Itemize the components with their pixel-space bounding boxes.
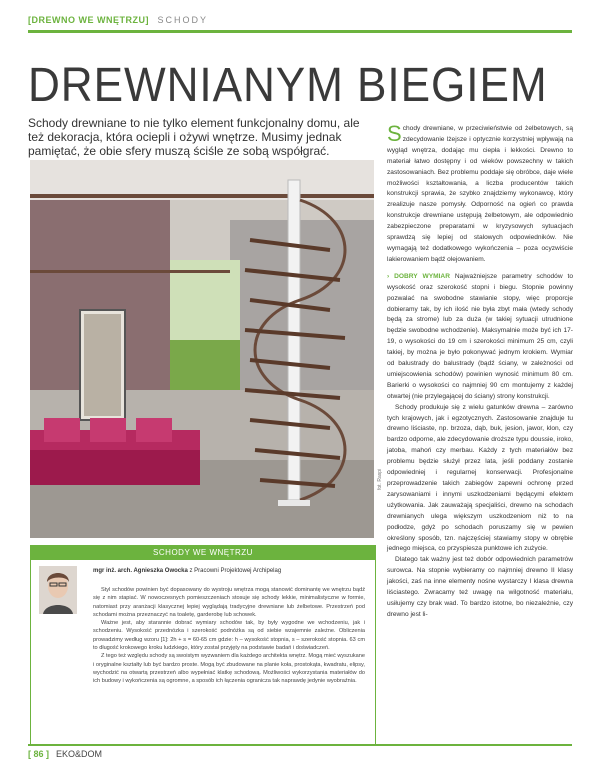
- paragraph: Dlatego tak ważny jest też dobór odpowiednich parametrów surowca. Na stopnie wybieramy co najmniej drewno II klasy jakości, zaś na inne elementy nośne wystarczy I klasa drewna liściastego. Zwracamy też uwagę na wilgotność materiału, usiłujemy czy brak wad. To bardzo istotne, bo niezależnie, czy drewno jest li-: [387, 556, 573, 618]
- magazine-name: EKO&DOM: [56, 749, 103, 759]
- staircase-photo: [30, 160, 374, 538]
- dropcap: S: [387, 121, 402, 146]
- article-lead: Schody drewniane to nie tylko element funkcjonalny domu, ale też dekoracja, która ociepli i ożywi wnętrze. Musimy jednak pamiętać, że obie sfery muszą ściśle ze sobą współgrać.: [28, 116, 360, 158]
- paragraph: Z tego też względu schody są swoistym wyzwaniem dla każdego architekta wnętrz. Mogą mieć wyszukane i oryginalne kształty lub być bardzo proste. Mogą być zbudowane na planie koła, prostokąta, kwadratu, elipsy, wychodzić na otwartą przestrzeń albo wypełniać klatkę schodową. Możliwości wykorzystania materiałów do ich budowy i wykończenia są ogromne, a sposób ich łączenia ogranicza tak naprawdę jedynie wyobraźnia.: [93, 653, 365, 685]
- section-label: [DREWNO WE WNĘTRZU]: [28, 15, 149, 25]
- article-body: [387, 121, 574, 621]
- photo-credit: fot. Raspi: [377, 468, 383, 490]
- sidebar-box: [30, 545, 376, 745]
- page-footer: [28, 744, 572, 764]
- author-credit: [93, 568, 281, 574]
- header-rule: [28, 30, 572, 33]
- article-title: DREWNIANYM BIEGIEM: [28, 59, 548, 112]
- paragraph: Styl schodów powinien być dopasowany do wystroju wnętrza mogą stanowić dominantę we wnętrzu bądź się z nim stapiać. W nowoczesnych pomieszczeniach stosuje się schody lekkie, minimalistyczne w formie, natomiast przy aranżacji klasycznej lepiej wyglądają tradycyjne drewniane lub żelbetowe. Przestrzeń pod schodami można przeznaczyć na toaletę, garderobę lub schowek.: [93, 587, 365, 618]
- paragraph: Ważne jest, aby starannie dobrać wymiary schodów tak, by były wygodne we wchodzeniu, jak i schodzeniu. Wysokość przednózka i szerokość podnóżka są od siebie wzajemnie zależne. Obliczenia prowadzimy według wzoru [1]: 2h + s = 60-65 cm gdzie: h – wysokość stopnia, s – szerokość stopnia. 63 cm to długość krokowego kroku ludzkiego, który został przyjęty na podstawie badań i doświadczeń.: [93, 620, 365, 652]
- author-name: mgr inż. arch. Agnieszka Owocka: [93, 568, 188, 574]
- page-header: [28, 10, 572, 36]
- author-org: z Pracowni Projektowej Archipelag: [187, 568, 282, 574]
- sidebar-text: [93, 586, 365, 686]
- paragraph: Najważniejsze parametry schodów to wysokość oraz szerokość stopni i biegu. Stopnie powinny pozwalać na swobodne stawianie stopy, więc proporcje dobieramy tak, by ich ilość nie była zbyt mała (wtedy schody będą za strome) lub za duża (w takiej sytuacji utrudnione będzie swobodne wchodzenie). Maksymalnie może być ich 17-19, o wysokości do 19 cm i szerokości minimum 25 cm, czyli takiej, by można je było pokonywać jednym krokiem. Wymiar od balustrady do balustrady (bądź ściany, w zależności od umiejscowienia schodów) powinien wynosić minimum 80 cm. Barierki o wysokości co najmniej 90 cm montujemy z każdej otwartej (nie przylegającej do ściany) strony konstrukcji.: [387, 272, 574, 400]
- paragraph: chody drewniane, w przeciwieństwie od żelbetowych, są zdecydowanie lżejsze i optycznie korzystniej wpływają na wygląd wnętrza, dodając mu ciepła i lekkości. Drewno to materiał łatwo dostępny i od wieków powszechny w takich zastosowaniach. Bez problemu poddaje się obróbce, daje wiele możliwości kształtowania, a liczba producentów takich konstrukcji sprawia, że szybko znajdziemy wykonawcę, który zrealizuje nasze pomysły. Odporność na ogień co prawda konstrukcje drewniane ustępują żelbetowym, ale odpowiednio zabezpieczone preparatami w kryzysowych sytuacjach sprawdzą się lepiej od stalowych odpowiedników. Nie wymagają też dodatkowego wykończenia – poza ocyzwiście lakierowaniem bądź olejowaniem.: [387, 125, 573, 263]
- subsection-label: SCHODY: [157, 15, 208, 25]
- page-number: [ 86 ]: [28, 749, 50, 759]
- footer-rule: [28, 744, 572, 746]
- subheading-dobry-wymiar: › DOBRY WYMIAR: [387, 272, 450, 280]
- sidebar-heading: SCHODY WE WNĘTRZU: [31, 546, 375, 560]
- paragraph: Schody produkuje się z wielu gatunków drewna – zarówno tych krajowych, jak i egzotycznych. Zastosowanie znajduje tu drewno liściaste, np. brzoza, dąb, buk, jesion, jawor, klon, czy bardzo odporne, ale zdecydowanie droższe typu doussie, iroko, jatoba, mahoń czy merbau. Każdy z tych materiałów bez problemu będzie służył przez lata, jeśli poddany zostanie odpowiedniej i regularnej konserwacji. Profesjonalne przeprowadzenie takich zabiegów zapewni ochronę przed zarysowaniami i innymi uszkodzeniami będącymi efektem użytkowania. Jak zauważają specjaliści, drewno na schodach drewnianych ulega większym uszkodzeniom niż to na podłodze, gdyż po schodach poruszamy się w pewien określony sposób, tzn. najczęściej stawiamy stopy w obrębie jednego miejsca, co przyspiesza punktowe ich zużycie.: [387, 403, 573, 553]
- author-photo: [39, 566, 77, 614]
